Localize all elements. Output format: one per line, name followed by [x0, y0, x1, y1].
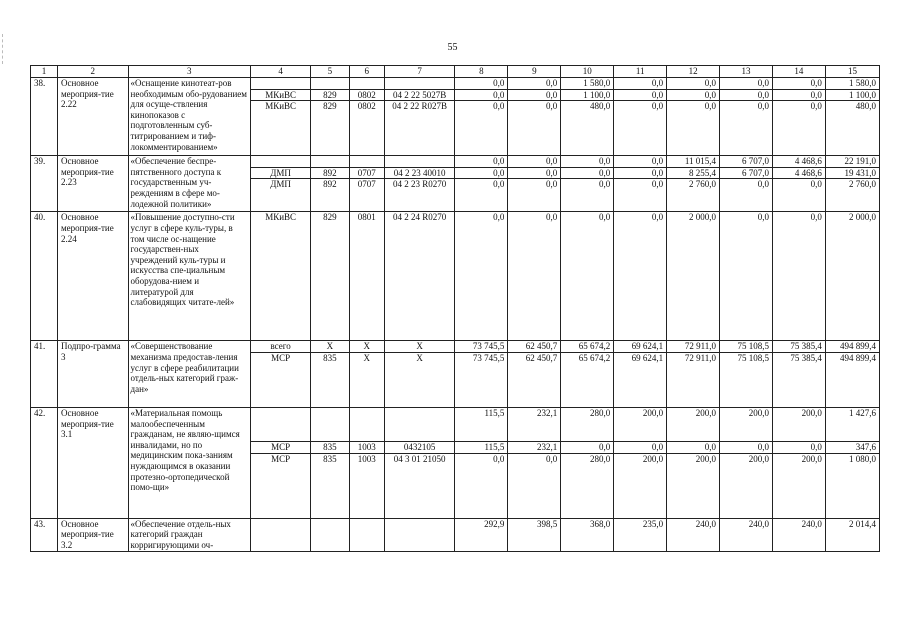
value-col-9: 0,0	[508, 453, 561, 518]
row-number: 41.	[31, 341, 58, 408]
row-number: 40.	[31, 212, 58, 341]
value-col-9: 0,0	[508, 179, 561, 212]
section-code: 0801	[349, 212, 384, 341]
value-col-12: 0,0	[667, 78, 720, 90]
executor	[251, 156, 311, 168]
target-code: 04 3 01 21050	[384, 453, 455, 518]
section-code: 0802	[349, 101, 384, 156]
grbs-code: 829	[311, 89, 349, 101]
grbs-code: 835	[311, 352, 349, 407]
value-col-11: 69 624,1	[614, 352, 667, 407]
value-col-15: 1 100,0	[825, 89, 879, 101]
section-code: 1003	[349, 453, 384, 518]
column-header-8: 8	[455, 66, 508, 78]
value-col-9: 232,1	[508, 441, 561, 453]
executor: МКиВС	[251, 89, 311, 101]
target-code	[384, 518, 455, 551]
target-code	[384, 156, 455, 168]
executor: ДМП	[251, 179, 311, 212]
value-col-9: 0,0	[508, 89, 561, 101]
grbs-code: 829	[311, 101, 349, 156]
value-col-10: 0,0	[561, 441, 614, 453]
value-col-15: 480,0	[825, 101, 879, 156]
value-col-15: 494 899,4	[825, 341, 879, 353]
value-col-9: 0,0	[508, 167, 561, 179]
value-col-15: 2 000,0	[825, 212, 879, 341]
value-col-10: 0,0	[561, 179, 614, 212]
target-code	[384, 407, 455, 441]
value-col-11: 0,0	[614, 101, 667, 156]
grbs-code	[311, 156, 349, 168]
grbs-code: 892	[311, 179, 349, 212]
value-col-8: 0,0	[455, 179, 508, 212]
column-header-9: 9	[508, 66, 561, 78]
value-col-9: 0,0	[508, 156, 561, 168]
value-col-12: 72 911,0	[667, 341, 720, 353]
value-col-14: 200,0	[772, 453, 825, 518]
value-col-11: 0,0	[614, 167, 667, 179]
section-code: 0802	[349, 89, 384, 101]
value-col-10: 0,0	[561, 167, 614, 179]
value-col-15: 1 427,6	[825, 407, 879, 441]
target-code: 04 2 22 5027В	[384, 89, 455, 101]
row-type: Основное мероприя-тие 3.2	[57, 518, 128, 551]
column-header-1: 1	[31, 66, 58, 78]
row-name: «Оснащение кинотеат-ров необходимым обо-рудованием для осуще-ствления кинопоказов с подготовленным суб-титрированием и тиф-локомментированием»	[128, 78, 250, 156]
table-row	[31, 212, 880, 341]
value-col-12: 200,0	[667, 453, 720, 518]
value-col-8: 292,9	[455, 518, 508, 551]
value-col-13: 6 707,0	[720, 156, 773, 168]
value-col-12: 0,0	[667, 89, 720, 101]
value-col-12: 240,0	[667, 518, 720, 551]
table-row	[31, 341, 880, 353]
section-code	[349, 407, 384, 441]
row-number: 42.	[31, 407, 58, 518]
value-col-10: 1 100,0	[561, 89, 614, 101]
value-col-13: 200,0	[720, 453, 773, 518]
value-col-8: 73 745,5	[455, 352, 508, 407]
grbs-code: 892	[311, 167, 349, 179]
value-col-12: 0,0	[667, 441, 720, 453]
header-row	[31, 66, 880, 78]
value-col-15: 1 080,0	[825, 453, 879, 518]
value-col-9: 0,0	[508, 101, 561, 156]
value-col-8: 0,0	[455, 167, 508, 179]
value-col-14: 0,0	[772, 212, 825, 341]
value-col-9: 62 450,7	[508, 352, 561, 407]
section-code: 1003	[349, 441, 384, 453]
table-row	[31, 518, 880, 551]
value-col-9: 0,0	[508, 212, 561, 341]
row-type: Основное мероприя-тие 2.22	[57, 78, 128, 156]
value-col-13: 200,0	[720, 407, 773, 441]
row-number: 39.	[31, 156, 58, 212]
value-col-9: 0,0	[508, 78, 561, 90]
value-col-13: 0,0	[720, 78, 773, 90]
value-col-11: 0,0	[614, 441, 667, 453]
executor: МКиВС	[251, 101, 311, 156]
section-code: 0707	[349, 179, 384, 212]
executor: МКиВС	[251, 212, 311, 341]
target-code: 04 2 24 R0270	[384, 212, 455, 341]
value-col-12: 200,0	[667, 407, 720, 441]
value-col-15: 2 760,0	[825, 179, 879, 212]
page-number: 55	[447, 42, 458, 53]
value-col-13: 0,0	[720, 212, 773, 341]
value-col-9: 62 450,7	[508, 341, 561, 353]
value-col-14: 4 468,6	[772, 156, 825, 168]
section-code	[349, 518, 384, 551]
column-header-6: 6	[349, 66, 384, 78]
row-name: «Обеспечение беспре-пятственного доступа к государственным уч-реждениям в сфере мо-лодежной политики»	[128, 156, 250, 212]
value-col-14: 4 468,6	[772, 167, 825, 179]
budget-table	[30, 65, 880, 552]
value-col-9: 398,5	[508, 518, 561, 551]
value-col-15: 1 580,0	[825, 78, 879, 90]
value-col-10: 65 674,2	[561, 352, 614, 407]
target-code	[384, 78, 455, 90]
column-header-10: 10	[561, 66, 614, 78]
row-name: «Обеспечение отдель-ных категорий граждан корригирующими оч-	[128, 518, 250, 551]
value-col-15: 19 431,0	[825, 167, 879, 179]
value-col-8: 115,5	[455, 441, 508, 453]
target-code: 0432105	[384, 441, 455, 453]
row-type: Основное мероприя-тие 2.24	[57, 212, 128, 341]
target-code: 04 2 23 R0270	[384, 179, 455, 212]
value-col-11: 0,0	[614, 156, 667, 168]
value-col-12: 2 760,0	[667, 179, 720, 212]
value-col-15: 2 014,4	[825, 518, 879, 551]
column-header-4: 4	[251, 66, 311, 78]
value-col-10: 65 674,2	[561, 341, 614, 353]
row-type: Основное мероприя-тие 3.1	[57, 407, 128, 518]
value-col-12: 2 000,0	[667, 212, 720, 341]
column-header-3: 3	[128, 66, 250, 78]
row-type: Основное мероприя-тие 2.23	[57, 156, 128, 212]
value-col-10: 280,0	[561, 453, 614, 518]
value-col-14: 0,0	[772, 89, 825, 101]
table-row	[31, 78, 880, 90]
target-code: Х	[384, 352, 455, 407]
value-col-12: 8 255,4	[667, 167, 720, 179]
column-header-5: 5	[311, 66, 349, 78]
executor	[251, 407, 311, 441]
value-col-8: 73 745,5	[455, 341, 508, 353]
executor	[251, 518, 311, 551]
row-name: «Материальная помощь малообеспеченным гражданам, не являю-щимся инвалидами, но по медицинским пока-заниям нуждающимся в оказании протезно-ортопедической помо-щи»	[128, 407, 250, 518]
table-row	[31, 156, 880, 168]
value-col-13: 0,0	[720, 101, 773, 156]
grbs-code: 835	[311, 453, 349, 518]
value-col-13: 0,0	[720, 179, 773, 212]
value-col-8: 0,0	[455, 212, 508, 341]
value-col-11: 0,0	[614, 212, 667, 341]
value-col-11: 200,0	[614, 453, 667, 518]
value-col-11: 0,0	[614, 179, 667, 212]
value-col-14: 240,0	[772, 518, 825, 551]
target-code: 04 2 23 40010	[384, 167, 455, 179]
column-header-2: 2	[57, 66, 128, 78]
value-col-13: 240,0	[720, 518, 773, 551]
value-col-13: 0,0	[720, 89, 773, 101]
executor	[251, 78, 311, 90]
column-header-7: 7	[384, 66, 455, 78]
executor: МСР	[251, 441, 311, 453]
section-code: Х	[349, 341, 384, 353]
executor: ДМП	[251, 167, 311, 179]
value-col-11: 0,0	[614, 89, 667, 101]
value-col-8: 0,0	[455, 89, 508, 101]
value-col-13: 75 108,5	[720, 341, 773, 353]
column-header-15: 15	[825, 66, 879, 78]
section-code: 0707	[349, 167, 384, 179]
value-col-14: 75 385,4	[772, 352, 825, 407]
target-code: Х	[384, 341, 455, 353]
row-number: 43.	[31, 518, 58, 551]
value-col-15: 22 191,0	[825, 156, 879, 168]
value-col-11: 235,0	[614, 518, 667, 551]
grbs-code	[311, 78, 349, 90]
value-col-13: 0,0	[720, 441, 773, 453]
row-number: 38.	[31, 78, 58, 156]
value-col-13: 6 707,0	[720, 167, 773, 179]
value-col-14: 0,0	[772, 441, 825, 453]
value-col-14: 75 385,4	[772, 341, 825, 353]
value-col-11: 200,0	[614, 407, 667, 441]
grbs-code: 835	[311, 441, 349, 453]
grbs-code: 829	[311, 212, 349, 341]
target-code: 04 2 22 R027В	[384, 101, 455, 156]
column-header-11: 11	[614, 66, 667, 78]
grbs-code	[311, 407, 349, 441]
value-col-10: 0,0	[561, 212, 614, 341]
value-col-10: 1 580,0	[561, 78, 614, 90]
value-col-12: 11 015,4	[667, 156, 720, 168]
row-type: Подпро-грамма 3	[57, 341, 128, 408]
section-code: Х	[349, 352, 384, 407]
value-col-12: 0,0	[667, 101, 720, 156]
section-code	[349, 156, 384, 168]
value-col-12: 72 911,0	[667, 352, 720, 407]
value-col-11: 69 624,1	[614, 341, 667, 353]
table-row	[31, 407, 880, 441]
value-col-8: 115,5	[455, 407, 508, 441]
value-col-8: 0,0	[455, 453, 508, 518]
section-code	[349, 78, 384, 90]
value-col-14: 0,0	[772, 78, 825, 90]
value-col-15: 347,6	[825, 441, 879, 453]
row-name: «Совершенствование механизма предостав-ления услуг в сфере реабилитации отдель-ных категорий граж-дан»	[128, 341, 250, 408]
value-col-15: 494 899,4	[825, 352, 879, 407]
value-col-10: 480,0	[561, 101, 614, 156]
value-col-14: 0,0	[772, 101, 825, 156]
value-col-8: 0,0	[455, 101, 508, 156]
value-col-11: 0,0	[614, 78, 667, 90]
value-col-10: 368,0	[561, 518, 614, 551]
column-header-14: 14	[772, 66, 825, 78]
grbs-code	[311, 518, 349, 551]
executor: МСР	[251, 352, 311, 407]
executor: МСР	[251, 453, 311, 518]
value-col-9: 232,1	[508, 407, 561, 441]
grbs-code: Х	[311, 341, 349, 353]
value-col-14: 200,0	[772, 407, 825, 441]
value-col-10: 280,0	[561, 407, 614, 441]
value-col-8: 0,0	[455, 78, 508, 90]
column-header-13: 13	[720, 66, 773, 78]
row-name: «Повышение доступно-сти услуг в сфере куль-туры, в том числе ос-нащение государствен-ных учреждений куль-туры и искусства спе-циальным оборудова-нием и литературой для слабовидящих читате-лей»	[128, 212, 250, 341]
executor: всего	[251, 341, 311, 353]
column-header-12: 12	[667, 66, 720, 78]
value-col-8: 0,0	[455, 156, 508, 168]
value-col-13: 75 108,5	[720, 352, 773, 407]
value-col-10: 0,0	[561, 156, 614, 168]
value-col-14: 0,0	[772, 179, 825, 212]
